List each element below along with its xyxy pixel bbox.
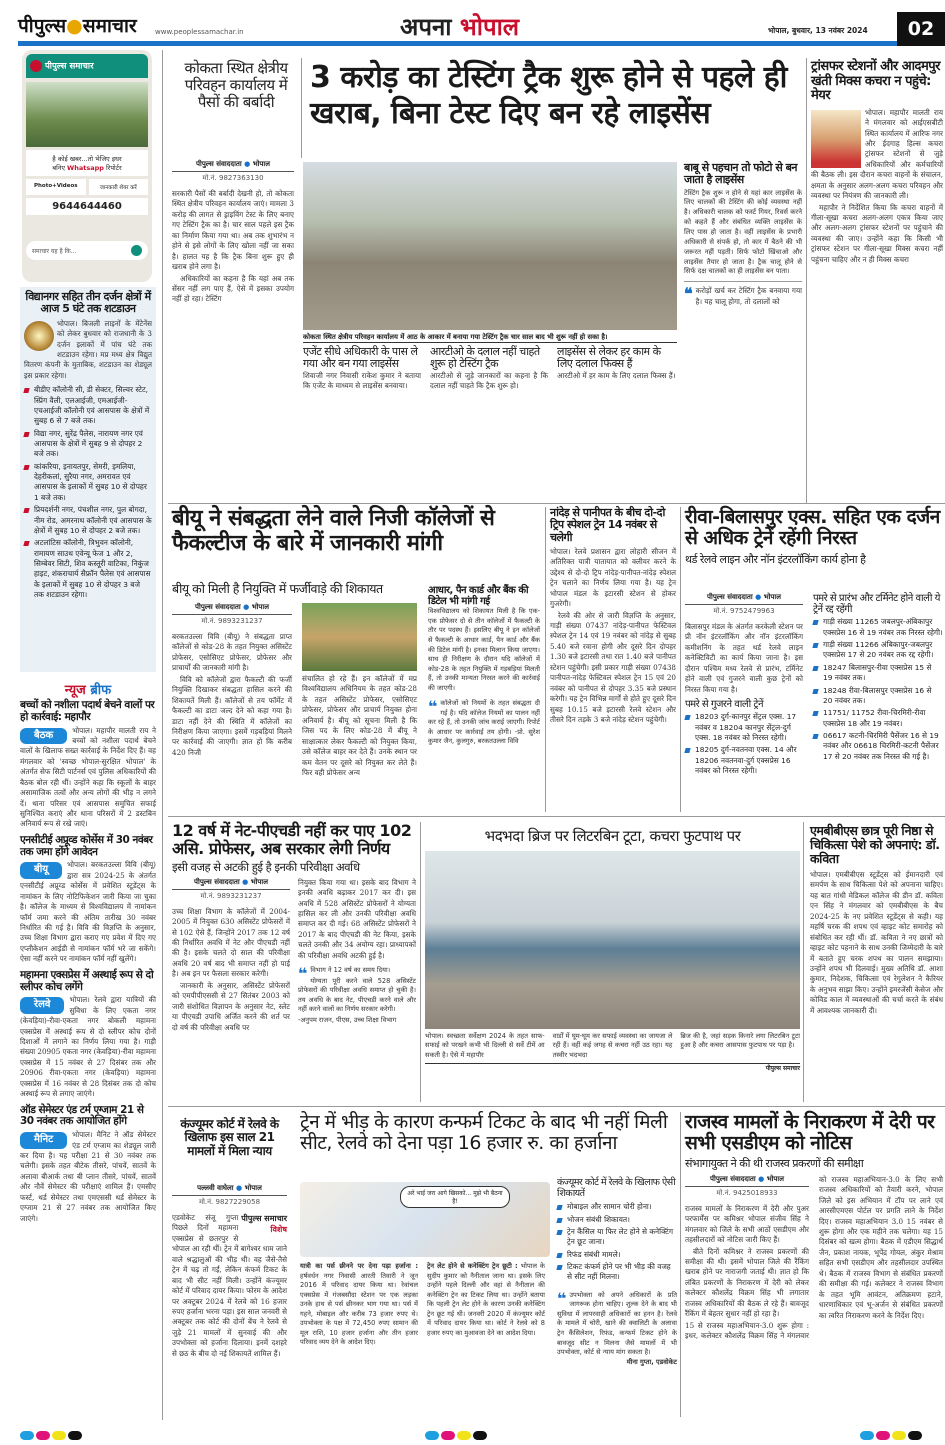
- case-connecting-train: [427, 1262, 545, 1338]
- brief-body: भोपाल। बरकतउल्ला विवि (बीयू) द्वारा सत्र 2024-25 के अंतर्गत एनसीटीई अप्रूव्ड कोर्सेस में प्रवेशित स्टूडेंट्स के नामांकन के लिए नोटिफिकेशन जारी किया जा चुका है। कॉलेज के माध्यम से विश्वविद्यालय में नामांकन फॉर्म जमा करने की अंतिम तारीख 30 नवंबर निर्धारित की गई है। विवि की विज्ञप्ति के अनुसार, उच्च शिक्षा विभाग द्वारा कराए गए प्रवेश में दिए गए एप्लीकेशन आईडी से नामांकन फॉर्म भरे जा सकेंगे। ऐसा नहीं करने पर नामांकन फॉर्म नहीं खुलेंगे।: [20, 860, 156, 964]
- shutdown-title: विद्यानगर सहित तीन दर्जन क्षेत्रों में आज 5 घंटे तक शटडाउन: [25, 290, 151, 316]
- revenue-body: [685, 1175, 943, 1342]
- section-title-b: भोपाल: [459, 13, 520, 41]
- bridge-headline: भदभदा ब्रिज पर लिटरबिन टूटा, कचरा फुटपाथ पर: [484, 827, 741, 845]
- paragraph: अधिकारियों का कहना है कि यहां अब तक सेंसर नहीं लग पाए हैं, ऐसे में इसका उपयोग नहीं हो रहा। टेस्टिंग: [172, 273, 294, 304]
- magenta-mark: [36, 1431, 50, 1440]
- revenue-columns: [685, 1175, 943, 1342]
- mbbs-story: [810, 824, 943, 1016]
- paragraph: सरकारी पैसों की बर्बादी देखनी हो, तो कोकता स्थित क्षेत्रीय परिवहन कार्यालय जाएं। मामला 3 करोड़ की लागत से ड्राइविंग टेस्ट के लिए बनाए गए टेस्टिंग ट्रैक का है। चार साल पहले इस ट्रैक का निर्माण किया गया था। अब तक शुभारंभ न होने से इसे लोगों के लिए खोला नहीं जा सका है। हालत यह है कि ट्रैक बिना शुरू हुए ही खराब होने लगा है।: [172, 189, 294, 272]
- professor-quote: [298, 966, 416, 1025]
- logo-text-b: समाचार: [82, 15, 137, 37]
- quote-author: -अनुपम राजन, पीएस, उच्च शिक्षा विभाग: [298, 1015, 397, 1024]
- news-brief-title-b: ब्रीफ: [90, 683, 112, 698]
- complaint-type: मोबाइल और सामान चोरी होना।: [557, 1202, 677, 1212]
- lead-side-headline: कोकता स्थित क्षेत्रीय परिवहन कार्यालय में पैसों की बर्बादी: [184, 59, 288, 111]
- bulb-icon: [24, 321, 54, 351]
- special-tag: विशेष: [270, 1225, 287, 1234]
- brief-tag: मैनिट: [20, 1132, 67, 1149]
- byline-author: पीपुल्स संवाददाता: [195, 603, 241, 611]
- quote-point: विभाग ने 12 वर्ष का समय दिया।: [310, 966, 391, 975]
- consumer-body: एडवोकेट संजू गुप्ता पिछले दिनों महामना एक्सप्रेस से छतरपुर से भोपाल आ रही थीं। ट्रेन में बागेश्वर धाम जाने वाले श्रद्धालुओं की भीड़ थी। वह जैसे-तैसे ट्रेन में चढ़ तो गईं, लेकिन कंफर्म टिकट के बाद भी सीट नहीं मिली। उन्होंने कंज्यूमर कोर्ट में परिवाद दायर किया। फोरम के आदेश पर अक्टूबर 2024 में रेलवे को 16 हजार रुपए हर्जाना भरना पड़ा। इस साल जनवरी से अक्टूबर तक कोर्ट की दोनों बेंच ने रेलवे से जुड़े 21 मामलों में सुनवाई की और उपभोक्ता को हर्जाना दिलाया। इनमें दशहरे से छठ के बीच दो नई शिकायतें शामिल हैं।: [172, 1213, 287, 1358]
- whatsapp-number[interactable]: 9644644460: [26, 198, 148, 215]
- rewa-col-2: [813, 593, 943, 764]
- rewa-body: बिलासपुर मंडल के अंतर्गत करकेली स्टेशन पर प्री नॉन इंटरलॉकिंग और नॉन इंटरलॉकिंग कमीशनिंग के तहत थर्ड रेलवे लाइन कनेक्टिविटी का कार्य किया जाना है। इस दौरान पश्चिम मध्य रेलवे से प्रारंभ, टर्मिनेट होने वाली एवं गुजरने वाली कुछ ट्रेनों को निरस्त किया गया है।: [685, 622, 803, 694]
- cancelled-train: 11751/ 11752 रीवा-चिरमिरी-रीवा एक्सप्रेस 18 और 19 नवंबर।: [813, 708, 943, 729]
- paragraph: बीते दिनों कमिश्नर ने राजस्व प्रकरणों की समीक्षा की थी। इसमें भोपाल जिले की रैंकिंग खराब होने पर नाराजगी जताई थी। ज्ञात हो कि लंबित प्रकरणों के निराकरण में देरी को लेकर कलेक्टर कौशलेंद्र विक्रम सिंह भी लगातार राजस्व अधिकारियों की बैठक ले रहे हैं। बावजूद रैंकिंग में बेहतर सुधार नहीं हो रहा है।: [685, 1246, 809, 1319]
- start-trains-heading: पमरे से प्रारंभ और टर्मिनेट होने वाली ये ट्रेनें रद्द रहेंगी: [813, 593, 940, 616]
- dot-icon: ●: [243, 603, 250, 611]
- consumer-story: [172, 1112, 677, 1432]
- byline: [172, 160, 294, 172]
- brief-item: [20, 700, 156, 830]
- nanded-body: [550, 547, 676, 725]
- byline: [685, 1175, 809, 1187]
- babu-box: [684, 162, 802, 307]
- professor-col-1: [172, 878, 290, 1034]
- reporter-mobile: मो.नं. 9425018933: [716, 1188, 778, 1197]
- shutdown-item: अटलांटिस कॉलोनी, त्रिभुवन कॉलोनी, रामायण साउथ एवेन्यू फेज 1 और 2, सिम्बेवर सिटी, शिव कस्तूरी वाटिका, निकुंज हाइट, शंकराचार्य सैफ्रॉन पैलेस एवं आसपास के इलाकों में सुबह 10 से दोपहर 3 बजे तक शटडाउन रहेगा।: [24, 538, 152, 600]
- pull-quote-text: करोड़ों खर्च कर टेस्टिंग ट्रैक बनवाया गया है। यह चालू होगा, तो दलालों को: [695, 286, 802, 306]
- subsection-headline: लाइसेंस से लेकर हर काम के लिए दलाल फिक्स हैं: [557, 345, 661, 371]
- bridge-litterbin-photo: [425, 851, 800, 1029]
- bu-body-continued: संचालित हो रहे हैं। इन कॉलेजों में मप्र विश्वविद्यालय अधिनियम के तहत कोड-28 के तहत असिस्टेंट प्रोफेसर, एसोसिएट प्रोफेसर, प्रोफेसर और प्राचार्य नियुक्त होना अनिवार्य है। बीयू को सूचना मिली है कि जिस पद के लिए कोड-28 में बीयू ने साक्षात्कार लेकर फैकल्टी को नियुक्त किया, उसे कॉलेज बाहर कर देते हैं। उनके स्थान पर कम वेतन पर दूसरे को नियुक्त कर लेते हैं। फिर वही प्रोफेसर अन्य: [302, 674, 417, 777]
- complaint-type: भोजन संबंधी शिकायत।: [557, 1215, 677, 1225]
- whatsapp-promo: [22, 50, 152, 282]
- column-divider: [680, 1112, 681, 1417]
- byline: [685, 593, 803, 605]
- testing-track-photo: [303, 162, 677, 330]
- column-divider: [420, 822, 421, 1102]
- paragraph: रेलवे की ओर से जारी विज्ञप्ति के अनुसार, गाड़ी संख्या 07437 नांदेड़-पानीपत फेस्टिवल स्पेशल ट्रेन 14 एवं 19 नवंबर को नांदेड़ से सुबह 5.40 बजे रवाना होगी और दूसरे दिन दोपहर 1.30 बजे इटारसी तथा रात 1.40 बजे पानीपत स्टेशन पहुंचेगी। इसी प्रकार गाड़ी संख्या 07438 पानीपत-नांदेड़ फेस्टिवल स्पेशल ट्रेन 15 एवं 20 नवंबर को पानीपत से दोपहर 3.35 बजे प्रस्थान करेगी। यह ट्रेन विभिन्न मार्गों से होते हुए दूसरे दिन सुबह 10.15 बजे इटारसी रेलवे स्टेशन और तीसरे दिन तड़के 3 बजे नांदेड़ स्टेशन पहुंचेगी।: [550, 610, 676, 724]
- professor-headline: 12 वर्ष में नेट-पीएचडी नहीं कर पाए 102 असि. प्रोफेसर, अब सरकार लेगी निर्णय: [172, 821, 412, 858]
- byline-place: भोपाल: [250, 877, 268, 886]
- university-gate-photo: [302, 603, 417, 671]
- registration-marks: [425, 1425, 489, 1444]
- brief-item: [20, 1105, 156, 1224]
- magenta-mark: [876, 1431, 890, 1440]
- reporter-mobile: मो.नं. 9752479963: [713, 607, 775, 615]
- photo-caption: कोकता स्थित क्षेत्रीय परिवहन कार्यालय में आठ के आकार में बनाया गया टेस्टिंग ट्रैक चार साल बाद भी शुरू नहीं हो सका है।: [303, 331, 677, 343]
- promo-message-line-2: [28, 163, 146, 172]
- bu-subheadline: बीयू को मिली है नियुक्ति में फर्जीवाड़े की शिकायत: [172, 581, 383, 596]
- subsection-headline: आरटीओ के दलाल नहीं चाहते शुरू हो टेस्टिंग ट्रैक: [430, 345, 540, 371]
- masthead: [0, 0, 945, 46]
- yellow-mark: [52, 1431, 66, 1440]
- complaints-heading: कंज्यूमर कोर्ट में रेलवे के खिलाफ ऐसी शिकायतें: [557, 1177, 676, 1199]
- logo-dot-icon: ●: [66, 15, 83, 37]
- paragraph: विवि को कॉलेजों द्वारा फैकल्टी की फर्जी नियुक्ति दिखाकर संबद्धता हासिल करने की शिकायतें मिली हैं। कॉलेजों से तय फॉर्मेट में फैकल्टी का डाटा जल्द देने को कहा गया है। डाटा नहीं देने की स्थिति में कॉलेजों का निरीक्षण किया जाएगा। इसमें गड़बड़ियां मिलने पर कार्रवाई की जाएगी। ज्ञात हो कि करीब 420 निजी: [172, 674, 292, 757]
- magenta-mark: [441, 1431, 455, 1440]
- mbbs-body: भोपाल। एमबीबीएस स्टूडेंट्स को ईमानदारी एवं समर्पण के साथ चिकित्सा पेशे को अपनाना चाहिए। यह बात गांधी मेडिकल कॉलेज की डीन डॉ. कविता एन सिंह ने मंगलवार को एमबीबीएस के बैच 2024-25 के नए प्रवेशित स्टूडेंट्स से कही। यह महर्षि चरक की शपथ एवं व्हाइट कोट समारोह को संबोधित कर रही थीं। डॉ. कविता ने नए छात्रों को व्हाइट कोट पहनाने के साथ उनकी जिम्मेदारी के बारे में बताते हुए चरक शपथ का पालन समझाया। उन्होंने शपथ भी दिलवाई। मुख्य अतिथि डॉ. आशा कुमार, निदेशक, चिकित्सा एवं रेगुलेशन ने कैरियर के अनुभव साझा किए। उन्होंने इमरजेंसी केसेज और कोविड काल में व्यवस्थाओं की चर्चा करते के संबंध में आवश्यक जानकारी दी।: [810, 870, 943, 1015]
- mbbs-headline: एमबीबीएस छात्र पूरी निष्ठा से चिकित्सा पेशे को अपनाएं: डॉ. कविता: [810, 823, 940, 866]
- paragraph: 15 से राजस्व महाअभियान-3.0 शुरू होगा : इधर, कलेक्टर कौशलेंद्र विक्रम सिंह ने मंगलवार को राजस्व महाअभियान-3.0 के लिए सभी राजस्व अधिकारियों को तैयारी करने, भोपाल जिले को इस अभियान में टॉप पर लाने एवं आरसीएमएस पोर्टल पर प्रगति लाने के निर्देश दिए। राजस्व महाअभियान 3.0 15 नवंबर से शुरू होगा और एक महीने तक चलेगा। यह 15 दिसंबर को खत्म होगा। बैठक में एडीएम सिद्धार्थ जैन, प्रकाश नायक, भूपेंद्र गोयल, अंकुर मेश्राम सहित सभी एसडीएम और तहसीलदार उपस्थित थे। बैठक में राजस्व विभाग से संबंधित प्रकरणों की समीक्षा की गई। कलेक्टर ने राजस्व विभाग के तहत भूमि आवंटन, अतिक्रमण हटाने, धारणाधिकार एवं भू-अर्जन से संबंधित प्रकरणों का त्वरित निराकरण करने के निर्देश दिए।: [685, 1174, 943, 1341]
- edition-date: भोपाल, बुधवार, 13 नवंबर 2024: [768, 26, 868, 35]
- news-brief-title: [20, 680, 156, 698]
- advocate-quote-text: उपभोक्ता को अपने अधिकारों के प्रति जागरूक होना चाहिए। शुल्क देने के बाद भी सुविधा में लापरवाही अधिकारों का हनन है। रेलवे के मामले में चोरी, खाने की क्वालिटी के अलावा ट्रेन कैंसिलेशन, रिफंड, कन्फर्म टिकट होने के बावजूद सीट न मिलना जैसे मामलों में भी उपभोक्ता, कोर्ट से न्याय मांग सकता है।: [557, 1290, 677, 1357]
- newspaper-logo: [18, 12, 137, 38]
- dot-icon: ●: [244, 160, 251, 168]
- brief-item: [20, 970, 156, 1100]
- complaint-type: ट्रेन कैंसिल या फिर लेट होने से कनेक्टिंग ट्रेन छूट जाना।: [557, 1227, 677, 1248]
- byline-place: भोपाल: [251, 603, 269, 611]
- bridge-captions: [425, 1032, 800, 1061]
- cancelled-train: गाड़ी संख्या 11265 जबलपुर-अंबिकापुर एक्सप्रेस 16 से 19 नवंबर तक निरस्त रहेगी।: [813, 617, 943, 638]
- section-divider: [168, 1106, 945, 1107]
- paragraph: भोपाल। महापौर मालती राय ने मंगलवार को आईएसबीटी स्थित कार्यालय में आरिफ नगर और ईदगाह हिल्स कचरा ट्रांसफर स्टेशनों से जुड़े अधिकारियों और कर्मचारियों की बैठक ली। इस दौरान कचरा वाहनों के संचालन, क्षमता के अनुसार अलग-अलग कचरा परिवहन और व्यवस्था पर नियंत्रण की जानकारी ली।: [811, 107, 943, 201]
- bridge-caption: वार्डों में घूम-घूम कर सफाई व्यवस्था का जायजा ले रही हैं। वहीं कई जगह से कचरा नहीं उठ रहा। यह तस्वीर भदभदा: [552, 1031, 673, 1059]
- pass-trains-heading: पमरे से गुजरने वाली ट्रेनें: [685, 699, 764, 711]
- lead-subsection: [430, 346, 548, 392]
- case-body: हर्षवर्धन नगर निवासी आरती तिवारी ने जून 2016 में परिवाद दायर किया था। रेवांचल एक्सप्रेस में गंजबसौदा स्टेशन पर एक लड़का उनके हाथ से पर्स छीनकर भाग गया था। पर्स में गहने, मोबाइल और करीब 73 हजार रुपए थे। उपभोक्ता के पक्ष में 72,450 रुपए सामान की मूल राशि, 10 हजार हर्जाना और तीन हजार परिवाद व्यय देने के आदेश दिए।: [300, 1271, 418, 1347]
- pull-quote: [684, 286, 802, 307]
- section-divider: [168, 503, 945, 504]
- column-divider: [803, 822, 804, 1102]
- cancelled-train: 18203 दुर्ग-कानपुर सेंट्रल एक्स. 17 नवंबर व 18204 कानपुर सेंट्रल-दुर्ग एक्स. 18 नवंबर को निरस्त रहेगी।: [685, 712, 803, 743]
- quote-icon: ❝: [298, 964, 308, 984]
- brief-headline: एनसीटीई अप्रूव्ड कोर्सेस में 30 नवंबर तक जमा होंगे आवेदन: [20, 833, 153, 858]
- mic-icon[interactable]: [131, 245, 142, 256]
- reporter-mobile: मो.नं. 9827229058: [198, 1198, 261, 1206]
- quote-point: योग्यता पूरी करने वाले 528 असिस्टेंट प्रोफेसरों की परिवीक्षा अवधि समाप्त हो चुकी है। तय अवधि के बाद नेट, पीएचडी करने वाले और नहीं करने वालों का निर्णय सरकार करेगी।: [298, 976, 416, 1014]
- byline-place: भोपाल: [766, 1174, 784, 1183]
- cancelled-train: 18248 रीवा-बिलासपुर एक्सप्रेस 16 से 20 नवंबर तक।: [813, 686, 943, 707]
- header-rule: [18, 41, 897, 46]
- reporter-mobile: मो.नं. 9893231237: [201, 617, 263, 625]
- rewa-col-1: [685, 593, 803, 778]
- registration-marks: [20, 1425, 84, 1444]
- logo-text-a: पीपुल्स: [18, 15, 67, 37]
- promo-buttons: [26, 179, 148, 195]
- cancelled-train: 18247 बिलासपुर-रीवा एक्सप्रेस 15 से 19 नवंबर तक।: [813, 663, 943, 684]
- section-title: [400, 10, 519, 43]
- lead-subsection: [557, 346, 677, 381]
- professor-col-2: [298, 878, 416, 1034]
- rewa-subheadline: थर्ड रेलवे लाइन और नॉन इंटरलॉकिंग कार्य होना है: [685, 552, 866, 566]
- byline: [172, 603, 292, 615]
- section-title-a: अपना: [400, 13, 460, 41]
- paragraph: महापौर ने निर्देशित किया कि कचरा वाहनों में गीला-सूखा कचरा अलग-अलग एकत्र किया जाए और अलग-अलग ट्रांसफर स्टेशनों पर पहुंचाने की व्यवस्था की जाए। उन्होंने कहा कि किसी भी ट्रांसफर स्टेशन पर गीला-सूखा मिक्स कचरा नहीं पहुंचना चाहिए और न ही मिक्स कचरा: [811, 202, 943, 264]
- promo-photo: [26, 82, 148, 147]
- bu-quote: [428, 699, 540, 747]
- byline-author: पल्लवी वाघेला: [197, 1184, 234, 1192]
- page-number: 02: [897, 12, 945, 46]
- bu-headline: बीयू ने संबद्धता लेने वाले निजी कॉलेजों से फैकल्टीज के बारे में जानकारी मांगी: [172, 506, 495, 556]
- cancelled-train: 18205 दुर्ग-नवतनवा एक्स. 14 और 18206 नवतनवा-दुर्ग एक्सप्रेस 16 नवंबर को निरस्त रहेगी।: [685, 745, 803, 776]
- brief-body: भोपाल। महापौर मालती राय ने बच्चों को नशीला पदार्थ बेचने वालों के खिलाफ सख्त कार्रवाई के निर्देश दिए हैं। वह मंगलवार को 'स्वच्छ भोपाल-सुरक्षित भोपाल' के अंतर्गत सेफ सिटी पार्टनर्स एवं पुलिस अधिकारियों की बैठक बोल रही थीं। उन्होंने कहा कि स्कूलों के बाहर असामाजिक तत्वों और अन्य लोगों की भीड़ न लगने दें। थाना परिसर एवं आसपास समुचित सफाई सुनिश्चित कराएं और थाना परिसरों में 2 डस्टबिन अनिवार्य रूप से रखे जाएं।: [20, 725, 156, 829]
- byline: [172, 1184, 287, 1196]
- case-headline: ट्रेन लेट होने से कनेक्टिंग ट्रेन छूटी :: [427, 1262, 518, 1270]
- rewa-story: [685, 506, 943, 776]
- lead-headline: 3 करोड़ का टेस्टिंग ट्रैक शुरू होने से पहले ही खराब, बिना टेस्ट दिए बन रहे लाइसेंस: [310, 60, 787, 131]
- share-info-button[interactable]: जानकारी शेयर करें: [89, 179, 149, 195]
- bu-col-1: [172, 603, 292, 759]
- black-mark: [908, 1431, 922, 1440]
- professor-story: [172, 822, 417, 1034]
- brief-body: भोपाल। मैनिट ने ऑड सेमेस्टर एंड टर्म एग्जाम का शेड्यूल जारी कर दिया है। यह परीक्षा 21 से 30 नवंबर तक चलेगी। इसके तहत बीटेक तीसरे, पांचवें, सातवें के अलावा बीआर्क तथा बी प्लान तीसरे, पांचवें, सातवें और नौवें सेमेस्टर की परीक्षाएं शामिल हैं। एमसीए फर्स्ट, थर्ड सेमेस्टर तथा एमएससी थर्ड सेमेस्टर के एग्जाम 21 से 27 नवंबर तक आयोजित किए जाएंगे।: [20, 1130, 156, 1223]
- professor-body: [172, 907, 290, 1033]
- brief-tag: रेलवे: [20, 997, 64, 1014]
- complaint-type: रिफंड संबंधी मामले।: [557, 1250, 677, 1260]
- case-purse: [300, 1262, 418, 1348]
- brief-tag: बीयू: [20, 862, 62, 879]
- subsection-body: शिवाजी नगर निवासी राकेश कुमार ने बताया कि एजेंट के माध्यम से लाइसेंस बनवाया।: [303, 370, 421, 391]
- message-input-placeholder: समाचार यह है कि...: [32, 247, 77, 255]
- black-mark: [68, 1431, 82, 1440]
- lead-byline-block: [172, 160, 294, 306]
- bu-sidebar-body: विश्वविद्यालय को शिकायत मिली है कि एक-एक प्रोफेसर दो से तीन कॉलेजों में फैकल्टी के तौर पर पदस्थ हैं। इसलिए बीयू ने इन कॉलेजों से फैकल्टी के आधार कार्ड, पैन कार्ड और बैंक की डिटेल मांगी है। इनका मिलान किया जाएगा। साथ ही निरीक्षण के दौरान यदि कॉलेजों में कोड-28 के तहत नियुक्ति में गड़बड़ियां मिलती हैं, तो उनकी मान्यता निरस्त करने की कार्रवाई की जाएगी।: [428, 607, 540, 692]
- special-logo: पीपुल्स समाचार: [241, 1214, 287, 1223]
- shutdown-item: कांकरिया, इनायतपुर, सेमरी, इमलिया, देहरीकलां, सुरैया नगर, अमरावत एवं आसपास के इलाकों में सुबह 10 से दोपहर 1 बजे तक।: [24, 462, 152, 503]
- paragraph: जानकारी के अनुसार, असिस्टेंट प्रोफेसरों को एमपीपीएससी से 27 सितंबर 2003 को जारी संशोधित विज्ञापन के अनुसार नेट, स्लेट या पीएचडी उपाधि अर्जित करने की शर्त पर दो वर्ष की परिवीक्षा अवधि पर: [172, 980, 290, 1032]
- complaint-type: टिकट कंफर्म होने पर भी भीड़ की वजह से सीट नहीं मिलना।: [557, 1262, 677, 1283]
- dot-icon: ●: [755, 593, 762, 601]
- black-mark: [473, 1431, 487, 1440]
- cartoon-speech-bubble: अरे भाई जरा आगे खिसको... मुझे भी बैठना है!: [400, 1186, 510, 1208]
- yellow-mark: [457, 1431, 471, 1440]
- column-divider: [301, 58, 302, 158]
- column-divider: [545, 507, 546, 812]
- news-brief: [20, 680, 156, 1224]
- crowded-train-cartoon: [300, 1182, 550, 1257]
- shutdown-body: भोपाल। बिजली लाइनों के मेंटेनेंस को लेकर बुधवार को राजधानी के 3 दर्जन इलाकों में पांच घंटे तक शटडाउन रहेगा। मप्र मध्य क्षेत्र विद्युत वितरण कंपनी के मुताबिक, शटडाउन का शेड्यूल इस प्रकार रहेगा।: [24, 318, 152, 380]
- cancelled-train: गाड़ी संख्या 11266 अंबिकापुर-जबलपुर एक्सप्रेस 17 से 20 नवंबर तक रद्द रहेगी।: [813, 640, 943, 661]
- bridge-caption: ब्रिज की है, जहां सड़क किनारे लगा लिटरबिन टूटा हुआ है और कचरा आसपास फुटपाथ पर पड़ा है।: [680, 1031, 801, 1050]
- nanded-headline: नांदेड़ से पानीपत के बीच दो-दो ट्रिप स्पेशल ट्रेन 14 नवंबर से चलेगी: [550, 506, 665, 544]
- promo-logo-text: पीपुल्स समाचार: [44, 61, 94, 72]
- subsection-body: आरटीओ से जुड़े जानकारों का कहना है कि दलाल नहीं चाहते कि ट्रैक शुरू हो।: [430, 370, 548, 391]
- bu-sidebar-headline: आधार, पैन कार्ड और बैंक की डिटेल भी मांगी गई: [428, 585, 529, 608]
- mayor-story: [811, 60, 943, 266]
- quote-author: मीना गुप्ता, एडवोकेट: [626, 1357, 677, 1366]
- shutdown-item: प्रियदर्शनी नगर, पंचशील नगर, पुल बोगदा, नीम रोड, अमरनाथ कॉलोनी एवं आसपास के क्षेत्रों में सुबह 10 से दोपहर 2 बजे तक।: [24, 505, 152, 536]
- column-divider: [680, 507, 681, 812]
- byline-place: भोपाल: [763, 593, 781, 601]
- quote-icon: ❝: [428, 697, 438, 717]
- bridge-caption: भोपाल। स्वच्छता सर्वेक्षण 2024 के तहत साफ-सफाई को परखने कभी भी दिल्ली से सर्वे टीमें आ सकती है। ऐसे में महापौर: [425, 1031, 545, 1059]
- professor-body-continued: नियुक्त किया गया था। इसके बाद विभाग ने इनकी अवधि बढ़ाकर 2017 कर दी। इस अवधि में 528 असिस्टेंट प्रोफेसरों ने योग्यता हासिल कर ली और उनकी परिवीक्षा अवधि समाप्त कर दी गई। 68 असिस्टेंट प्रोफेसरों ने 2017 के बाद पीएचडी की नेट किया, इसके चलते उनकी और 34 अयोग्य रहा। प्राध्यापकों की परिवीक्षा अवधि अटकी हुई है।: [298, 877, 416, 960]
- lead-body: [172, 189, 294, 305]
- yellow-mark: [892, 1431, 906, 1440]
- promo-message-suffix: रिपोर्टर: [103, 164, 122, 172]
- photo-videos-button[interactable]: Photo+Videos: [26, 179, 86, 195]
- advocate-quote: [557, 1288, 677, 1367]
- column-divider: [162, 50, 163, 1420]
- reporter-mobile: मो.नं. 9827363130: [202, 174, 264, 182]
- subsection-headline: एजेंट सीधे अधिकारी के पास ले गया और बन गया लाइसेंस: [303, 345, 418, 371]
- subsection-body: आरटीओ में हर काम के लिए दलाल फिक्स हैं।: [557, 370, 676, 380]
- professor-columns: [172, 878, 417, 1034]
- byline-place: भोपाल: [252, 160, 270, 168]
- cyan-mark: [860, 1431, 874, 1440]
- message-input[interactable]: [26, 241, 148, 260]
- paragraph: भोपाल। रेलवे प्रशासन द्वारा लोहारी सीजन में अतिरिक्त यात्री यातायात को क्लीयर करने के उद्देश्य से दो-दो ट्रिप नांदेड़-पानीपत-नांदेड़ स्पेशल ट्रेन चलाने का निर्णय लिया गया है। यह ट्रेन भोपाल मंडल के इटारसी स्टेशन से होकर गुजरेगी।: [550, 546, 676, 609]
- dot-icon: ●: [758, 1174, 765, 1183]
- registration-marks: [860, 1425, 924, 1444]
- column-divider: [806, 58, 807, 503]
- revenue-subheadline: संभागायुक्त ने की थी राजस्व प्रकरणों की समीक्षा: [685, 1156, 864, 1170]
- byline-author: पीपुल्स संवाददाता: [196, 160, 242, 168]
- byline-author: पीपुल्स संवाददाता: [707, 593, 753, 601]
- consumer-side-headline: कंज्यूमर कोर्ट में रेलवे के खिलाफ इस साल 21 मामलों में मिला न्याय: [180, 1117, 279, 1158]
- paragraph: बरकतउल्ला विवि (बीयू) ने संबद्धता प्राप्त कॉलेजों से कोड-28 के तहत नियुक्त असिस्टेंट प्रोफेसर, एसोसिएट प्रोफेसर, प्रोफेसर और प्राचार्यों की जानकारी मांगी है।: [172, 632, 292, 673]
- promo-message-prefix: बनिए: [52, 164, 68, 172]
- mayor-photo: [811, 110, 861, 168]
- revenue-headline: राजस्व मामलों के निराकरण में देरी पर सभी एसडीएम को नोटिस: [685, 1111, 935, 1155]
- bridge-story: [425, 828, 800, 1072]
- promo-message-line-1: है कोई खबर...तो भेजिए इधर: [52, 155, 122, 163]
- special-badge: [241, 1213, 287, 1235]
- shutdown-box: [20, 287, 156, 672]
- brief-headline: ऑड सेमेस्टर एंड टर्म एग्जाम 21 से 30 नवंबर तक आयोजित होंगे: [20, 1103, 144, 1128]
- promo-header: [26, 54, 148, 78]
- brief-headline: बच्चों को नशीला पदार्थ बेचने वालों पर हो कार्रवाई: महापौर: [20, 699, 155, 723]
- complaints-box: [557, 1178, 677, 1367]
- quote-icon: ❝: [684, 284, 693, 304]
- professor-subheadline: इसी वजह से अटकी हुई है इनकी परिवीक्षा अवधि: [172, 859, 360, 874]
- photo-credit: पीपुल्स समाचार: [425, 1063, 800, 1072]
- nanded-story: [550, 507, 676, 726]
- paragraph: उच्च शिक्षा विभाग के कॉलेजों में 2004-2005 में नियुक्त 630 असिस्टेंट प्रोफेसरों में से 102 ऐसे हैं, जिन्होंने 2017 तक 12 वर्ष की निर्धारित अवधि में नेट और पीएचडी नहीं की है। इसके चलते दो साल की परिवीक्षा अवधि 20 वर्ष बाद भी समाप्त नहीं हो पाई है। अब इन पर फैसला सरकार करेगी।: [172, 906, 290, 979]
- babu-headline: बाबू से पहचान तो फोटो से बन जाता है लाइसेंस: [684, 161, 798, 187]
- promo-logo-icon: [30, 60, 42, 72]
- byline-author: पीपुल्स संवाददाता: [710, 1174, 756, 1183]
- bu-quote-text: कॉलेजों को नियमों के तहत संबद्धता दी गई है। यदि कॉलेज नियमों का पालन नहीं कर रहे हैं, तो उनकी जांच कराई जाएगी। रिपोर्ट के आधार पर कार्रवाई तय होगी। -प्रो. सुरेश कुमार जैन, कुलगुरु, बरकतउल्ला विवि: [428, 699, 540, 746]
- case-headline: यात्री का पर्स छीनने पर देना पड़ा हर्जाना :: [300, 1262, 418, 1270]
- byline-author: पीपुल्स संवाददाता: [194, 877, 240, 886]
- shutdown-item: बीडीए कॉलोनी सी, डी सेक्टर, सिल्वर स्टेट, स्प्रिंग वैली, एलआईजी, एमआईजी-एचआईजी कॉलोनी एवं आसपास के क्षेत्रों में सुबह 6 से 7 बजे तक।: [24, 385, 152, 426]
- shutdown-item: विद्या नगर, सुरेंद्र पैलेस, नारायण नगर एवं आसपास के क्षेत्रों में सुबह 9 से दोपहर 2 बजे तक।: [24, 429, 152, 460]
- rewa-headline: रीवा-बिलासपुर एक्स. सहित एक दर्जन से अधिक ट्रेनें रहेंगी निरस्त: [685, 506, 940, 550]
- section-divider: [168, 816, 945, 817]
- brief-tag: बैठक: [20, 728, 67, 745]
- paragraph: राजस्व मामलों के निराकरण में देरी और पुअर परफार्मेंस पर कमिश्नर भोपाल संजीव सिंह ने मंगलवार को जिले के सभी आठों एसडीएम और तहसीलदारों को नोटिस जारी किए हैं।: [685, 1203, 809, 1245]
- divider: [684, 281, 802, 282]
- news-brief-title-a: न्यूज: [64, 683, 91, 698]
- website-url[interactable]: www.peoplessamachar.in: [155, 28, 244, 36]
- bu-body: [172, 632, 292, 758]
- bu-col-2: [302, 603, 417, 778]
- babu-body: टेस्टिंग ट्रैक शुरू न होने से यहां कार लाइसेंस के लिए चालकों की टेस्टिंग की कोई व्यवस्था नहीं है। अधिकारी चालक को फर्स्ट गियर, रिवर्स करने को कहते हैं और संबंधित व्यक्ति लाइसेंस के लिए पास हो जाता है। वहीं लाइसेंस के प्रभारी अधिकारी से संपर्क हो, तो कार में बैठने की भी जरूरत नहीं पड़ती। सिर्फ फोटो खिंचाओ और लाइसेंस तैयार हो जाता है। ट्रैक चालू होने से सिर्फ दक्ष चालकों का ही लाइसेंस बन पाता।: [684, 188, 802, 276]
- consumer-headline: ट्रेन में भीड़ के कारण कन्फर्म टिकट के बाद भी नहीं मिली सीट, रेलवे को देना पड़ा 16 हजार रु. का हर्जाना: [300, 1111, 668, 1155]
- dot-icon: ●: [236, 1184, 243, 1192]
- byline: [172, 878, 290, 890]
- case-body: भोपाल के सुदीप कुमार को नैनीताल जाना था। इसके लिए उन्होंने पहले दिल्ली और वहां से नैनीताल की कनेक्टिंग ट्रेन का टिकट लिया था। उन्होंने बताया कि पहली ट्रेन लेट होने के कारण उनकी कनेक्टिंग ट्रेन छूट गई थी। जनवरी 2020 में कंज्यूमर कोर्ट में परिवाद दायर किया था। कोर्ट ने रेलवे को 8 हजार रुपए का मुआवजा देने का आदेश दिया।: [427, 1262, 545, 1337]
- lead-subsection: [303, 346, 421, 392]
- quote-icon: ❝: [557, 1288, 567, 1308]
- dot-icon: ●: [242, 877, 249, 886]
- mayor-headline: ट्रांसफर स्टेशनों और आदमपुर खंती मिक्स कचरा न पहुंचे: मेयर: [811, 59, 940, 104]
- brief-body: भोपाल। रेलवे द्वारा यात्रियों की सुविधा के लिए एकता नगर (केवड़िया)-रीवा-एकता नगर बोकली महामना एक्सप्रेस में अस्थाई रूप से दो स्लीपर कोच दोनों दिशाओं में लगाने का निर्णय लिया गया है। गाड़ी संख्या 20905 एकता नगर (केवड़िया)-रीवा महामना एक्सप्रेस में 15 नवंबर से 27 दिसंबर तक और 20906 रीवा-एकता नगर (केवड़िया) महामना एक्सप्रेस में 16 नवंबर से 28 दिसंबर तक दो कोच अस्थाई रूप से लगाए जाएंगे।: [20, 995, 156, 1099]
- brief-headline: महामना एक्सप्रेस में अस्थाई रूप से दो स्लीपर कोच लगेंगे: [20, 968, 154, 993]
- promo-message: [26, 150, 148, 176]
- cyan-mark: [20, 1431, 34, 1440]
- brief-item: [20, 835, 156, 965]
- consumer-col-1: [172, 1184, 287, 1359]
- bu-sidebar: [428, 585, 540, 747]
- reporter-mobile: मो.नं. 9893231237: [200, 891, 262, 900]
- cancelled-train: 06617 कटनी-चिरमिरी पैसेंजर 16 से 19 नवंबर और 06618 चिरमिरी-कटनी पैसेंजर 17 से 20 नवंबर तक निरस्त की गई है।: [813, 731, 943, 762]
- cyan-mark: [425, 1431, 439, 1440]
- promo-message-whatsapp: Whatsapp: [67, 164, 104, 172]
- byline-place: भोपाल: [244, 1184, 262, 1192]
- revenue-story: [685, 1112, 943, 1342]
